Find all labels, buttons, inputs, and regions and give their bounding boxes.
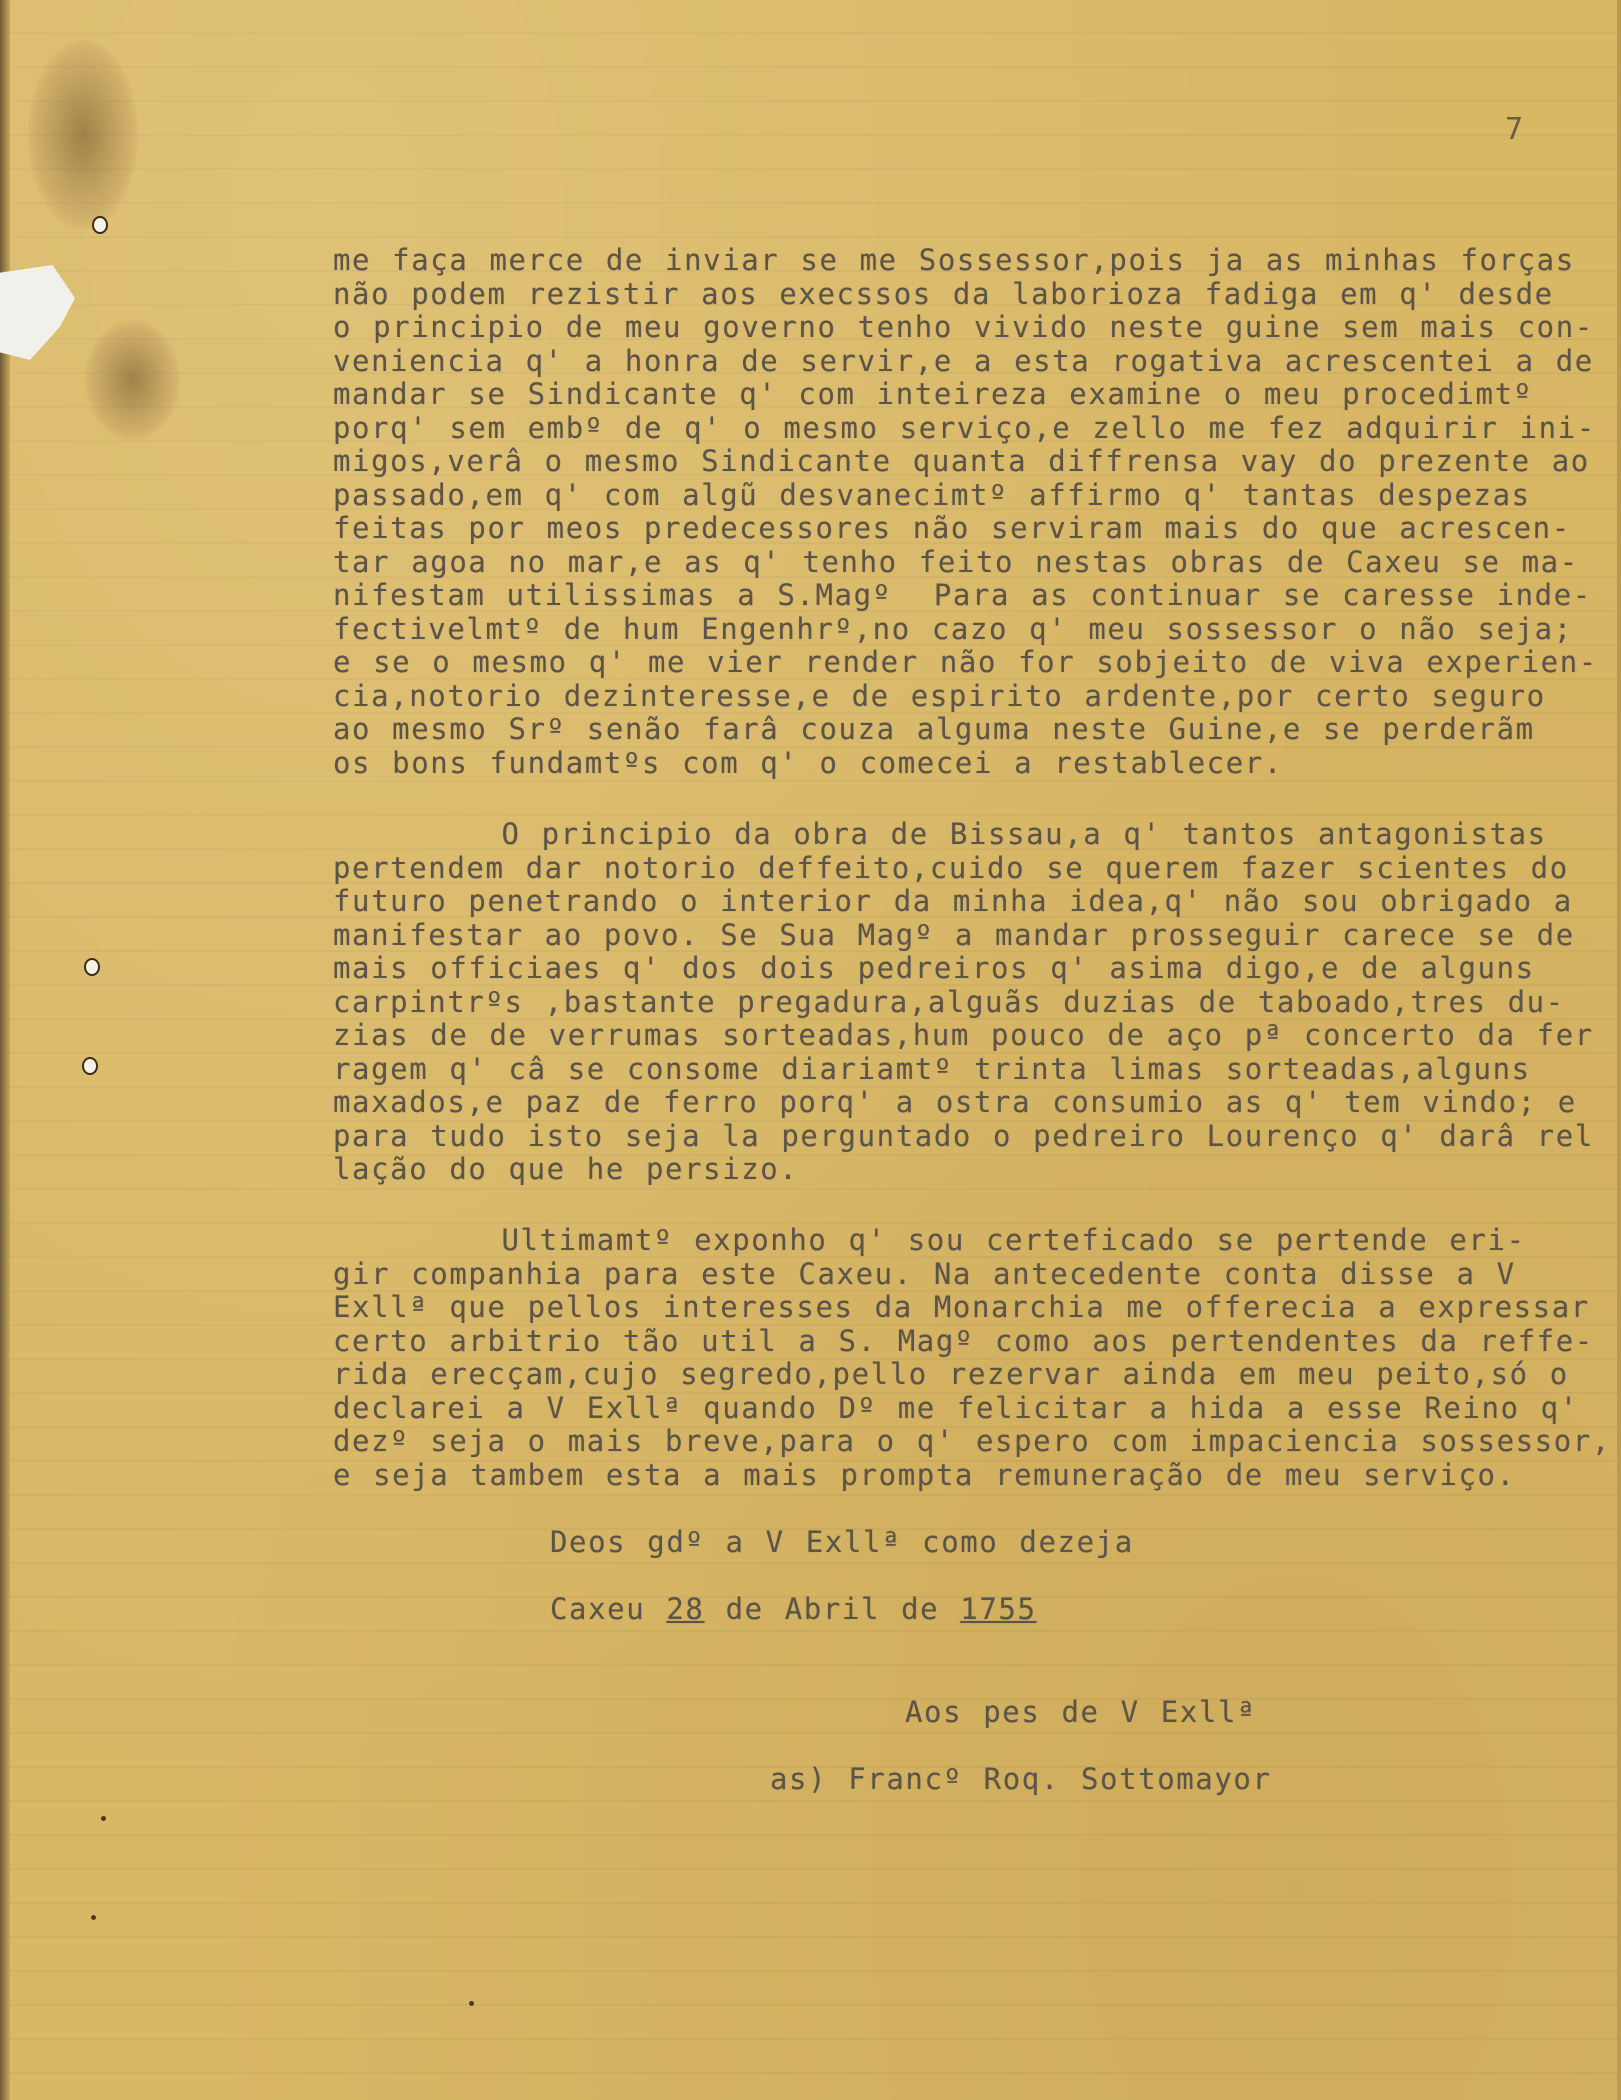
- text-line: Exllª que pellos interesses da Monarchia me offerecia a expressar: [333, 1290, 1590, 1324]
- punch-hole: [92, 216, 108, 234]
- text-line: nifestam utilissimas a S.Magº Para as continuar se caresse inde-: [333, 578, 1592, 612]
- text-line: fectivelmtº de hum Engenhrº,no cazo q' meu sossessor o não seja;: [333, 611, 1573, 646]
- paper-tear: [0, 265, 75, 360]
- text-line: para tudo isto seja la perguntado o pedreiro Lourenço q' darâ rel: [333, 1118, 1594, 1153]
- text-line: mais officiaes q' dos dois pedreiros q' asima digo,e de alguns: [333, 951, 1535, 985]
- text-line: o principio de meu governo tenho vivido neste guine sem mais con-: [333, 310, 1594, 344]
- text-line: veniencia q' a honra de servir,e a esta rogativa acrescentei a de: [333, 343, 1594, 378]
- text-line: manifestar ao povo. Se Sua Magº a mandar prosseguir carece se de: [333, 917, 1575, 952]
- paper-speck: [469, 2001, 474, 2006]
- text-line: declarei a V Exllª quando Dº me felicitar a hida a esse Reino q': [333, 1390, 1579, 1425]
- dateline-place: Caxeu: [550, 1592, 646, 1626]
- dateline: [550, 1592, 1037, 1626]
- paragraph-3: [333, 1224, 1621, 1492]
- paragraph-2: [333, 818, 1621, 1187]
- salutation: Aos pes de V Exllª: [905, 1695, 1257, 1729]
- text-line: carpintrºs ,bastante pregadura,alguãs duzias de taboado,tres du-: [333, 984, 1565, 1019]
- text-line: e seja tambem esta a mais prompta remuneração de meu serviço.: [333, 1457, 1516, 1492]
- text-line: maxados,e paz de ferro porq' a ostra consumio as q' tem vindo; e: [333, 1085, 1577, 1119]
- text-line: rida erecçam,cujo segredo,pello rezervar ainda em meu peito,só o: [333, 1357, 1569, 1391]
- punch-hole: [84, 958, 100, 976]
- text-line: futuro penetrando o interior da minha idea,q' não sou obrigado a: [333, 884, 1573, 918]
- closing-formula: Deos gdº a V Exllª como dezeja: [550, 1525, 1134, 1559]
- paper-stain: [85, 320, 180, 440]
- paper-speck: [91, 1915, 96, 1920]
- text-line: dezº seja o mais breve,para o q' espero com impaciencia sossessor,: [333, 1424, 1611, 1458]
- text-line: passado,em q' com algũ desvanecimtº affirmo q' tantas despezas: [333, 477, 1531, 512]
- dateline-day: 28: [666, 1592, 705, 1626]
- paper-stain: [28, 40, 138, 230]
- text-line: mandar se Sindicante q' com inteireza examine o meu procedimtº: [333, 377, 1533, 411]
- text-line: pertendem dar notorio deffeito,cuido se querem fazer scientes do: [333, 850, 1569, 885]
- paper-speck: [101, 1816, 106, 1821]
- signature: as) Francº Roq. Sottomayor: [770, 1762, 1272, 1796]
- text-line: lação do que he persizo.: [333, 1152, 799, 1186]
- text-line: certo arbitrio tão util a S. Magº como aos pertendentes da reffe-: [333, 1323, 1594, 1358]
- text-line: me faça merce de inviar se me Sossessor,pois ja as minhas forças: [333, 243, 1575, 277]
- punch-hole: [82, 1057, 98, 1075]
- text-line: tar agoa no mar,e as q' tenho feito nestas obras de Caxeu se ma-: [333, 544, 1579, 579]
- text-line: O principio da obra de Bissau,a q' tantos antagonistas: [333, 817, 1547, 851]
- text-line: os bons fundamtºs com q' o comecei a restablecer.: [333, 745, 1283, 780]
- paragraph-1: [333, 244, 1621, 780]
- text-line: não podem rezistir aos execssos da laborioza fadiga em q' desde: [333, 276, 1554, 311]
- text-line: migos,verâ o mesmo Sindicante quanta diffrensa vay do prezente ao: [333, 444, 1590, 478]
- text-line: ao mesmo Srº senão farâ couza alguma neste Guine,e se perderãm: [333, 712, 1535, 746]
- text-line: e se o mesmo q' me vier render não for sobjeito de viva experien-: [333, 645, 1598, 679]
- text-line: cia,notorio dezinteresse,e de espirito ardente,por certo seguro: [333, 678, 1546, 713]
- dateline-month: de Abril de: [725, 1592, 940, 1626]
- text-line: Ultimamtº exponho q' sou certeficado se pertende eri-: [333, 1223, 1526, 1257]
- text-line: ragem q' câ se consome diariamtº trinta limas sorteadas,alguns: [333, 1051, 1531, 1086]
- text-line: gir companhia para este Caxeu. Na antecedente conta disse a V: [333, 1256, 1516, 1291]
- page-number: 7: [1505, 112, 1524, 147]
- dateline-year: 1755: [960, 1592, 1037, 1626]
- text-line: zias de de verrumas sorteadas,hum pouco de aço pª concerto da fer: [333, 1018, 1594, 1052]
- text-line: porq' sem embº de q' o mesmo serviço,e zello me fez adquirir ini-: [333, 410, 1596, 445]
- text-line: feitas por meos predecessores não serviram mais do que acrescen-: [333, 511, 1571, 545]
